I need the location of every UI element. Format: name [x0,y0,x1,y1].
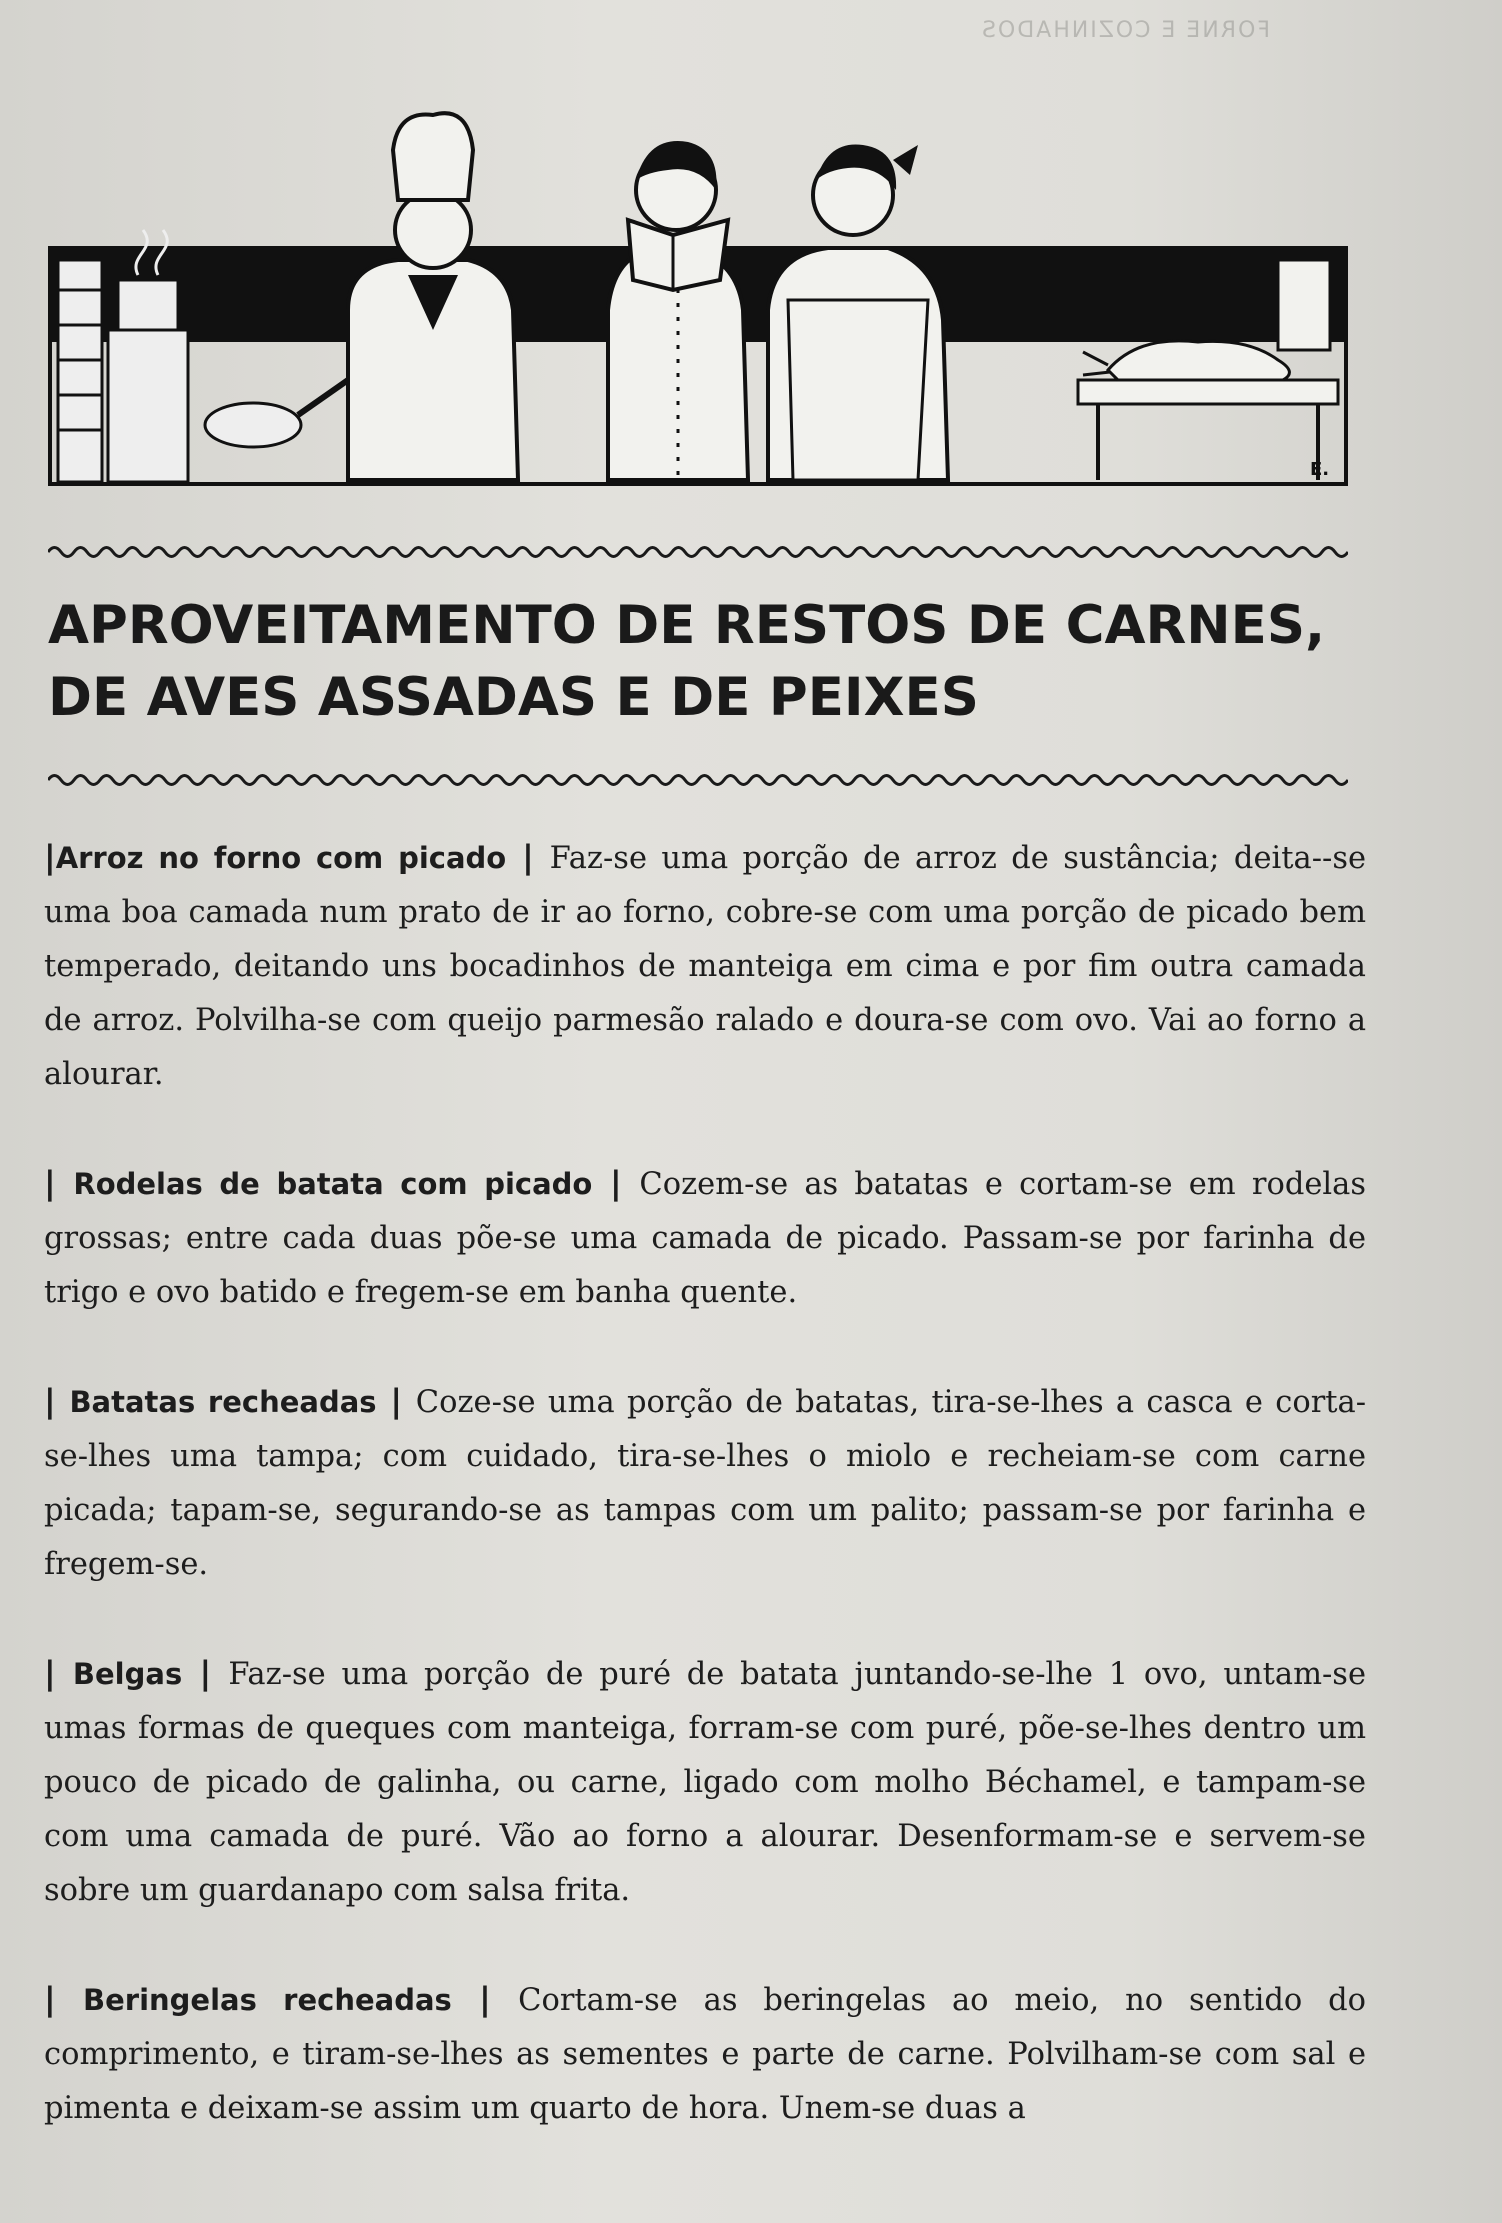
recipe-list [44,830,1366,2190]
window-icon [1278,260,1330,350]
running-head-bleed-through: FORNE E COZINHADOS [980,18,1271,43]
recipe-text: Coze-se uma porção de batatas, tira-se-lhes a casca e corta-se-lhes uma tampa; com cuidado, tira-se-lhes o miolo e recheiam-se com carne picada; tapam-se, segurando-se as tampas com um palito; passam-se por farinha e fregem-se. [44,1385,1367,1582]
chapter-title-line-1: APROVEITAMENTO DE RESTOS DE CARNES, [48,595,1326,656]
recipe-name: Rodelas de batata com picado [73,1167,593,1201]
older-woman-figure-icon [768,144,948,480]
recipe-text: Faz-se uma porção de arroz de sustância; deita--se uma boa camada num prato de ir ao forno, cobre-se com uma porção de picado bem temperado, deitando uns bocadinhos de manteiga em cima e por fim outra camada de arroz. Polvilha-se com queijo parmesão ralado e doura-se com ovo. Vai ao forno a alourar. [44,841,1367,1092]
chapter-title-line-2: DE AVES ASSADAS E DE PEIXES [48,667,979,728]
woman-reading-figure-icon [608,141,748,480]
recipe-name: Batatas recheadas [69,1385,377,1419]
roast-fowl-icon [1083,341,1289,380]
recipe-name: Belgas [72,1657,183,1691]
recipe-entry: | Rodelas de batata com picado | Cozem-se as batatas e cortam-se em rodelas grossas; entre cada duas põe-se uma camada de picado. Passam-se por farinha de trigo e ovo batido e fregem-se em banha quente. [44,1164,1367,1310]
chapter-title [48,590,1348,734]
recipe-text: Faz-se uma porção de puré de batata juntando-se-lhe 1 ovo, untam-se umas formas de queques com manteiga, forram-se com puré, põe-se-lhes dentro um pouco de picado de galinha, ou carne, ligado com molho Béchamel, e tampam-se com uma camada de puré. Vão ao forno a alourar. Desenformam-se e servem-se sobre um guardanapo com salsa frita. [44,1657,1366,1908]
chef-figure-icon [348,113,518,480]
recipe-entry: |Arroz no forno com picado | Faz-se uma porção de arroz de sustância; deita--se uma boa camada num prato de ir ao forno, cobre-se com uma porção de picado bem temperado, deitando uns bocadinhos de manteiga em cima e por fim outra camada de arroz. Polvilha-se com queijo parmesão ralado e doura-se com ovo. Vai ao forno a alourar. [44,838,1367,1092]
table-icon [1078,380,1338,480]
kitchen-illustration [48,80,1348,490]
recipe-text: Cortam-se as beringelas ao meio, no sentido do comprimento, e tiram-se-lhes as sementes e parte de carne. Polvilham-se com sal e pimenta e deixam-se assim um quarto de hora. Unem-se duas a [44,1983,1366,2126]
recipe-entry: | Batatas recheadas | Coze-se uma porção de batatas, tira-se-lhes a casca e corta-se-lhes uma tampa; com cuidado, tira-se-lhes o miolo e recheiam-se com carne picada; tapam-se, segurando-se as tampas com um palito; passam-se por farinha e fregem-se. [44,1382,1367,1582]
frying-pan-icon [205,380,348,447]
recipe-name: Beringelas recheadas [83,1983,452,2017]
wave-divider-bottom [48,768,1348,792]
recipe-entry: | Belgas | Faz-se uma porção de puré de batata juntando-se-lhe 1 ovo, untam-se umas formas de queques com manteiga, forram-se com puré, põe-se-lhes dentro um pouco de picado de galinha, ou carne, ligado com molho Béchamel, e tampam-se com uma camada de puré. Vão ao forno a alourar. Desenformam-se e servem-se sobre um guardanapo com salsa frita. [44,1654,1366,1908]
recipe-text: Cozem-se as batatas e cortam-se em rodelas grossas; entre cada duas põe-se uma camada de picado. Passam-se por farinha de trigo e ovo batido e fregem-se em banha quente. [44,1167,1367,1310]
wave-divider-top [48,540,1348,564]
recipe-name: Arroz no forno com picado [55,841,507,875]
recipe-entry: | Beringelas recheadas | Cortam-se as beringelas ao meio, no sentido do comprimento, e tiram-se-lhes as sementes e parte de carne. Polvilham-se com sal e pimenta e deixam-se assim um quarto de hora. Unem-se duas a [44,1980,1366,2126]
illustrator-signature: E. [1310,459,1330,480]
